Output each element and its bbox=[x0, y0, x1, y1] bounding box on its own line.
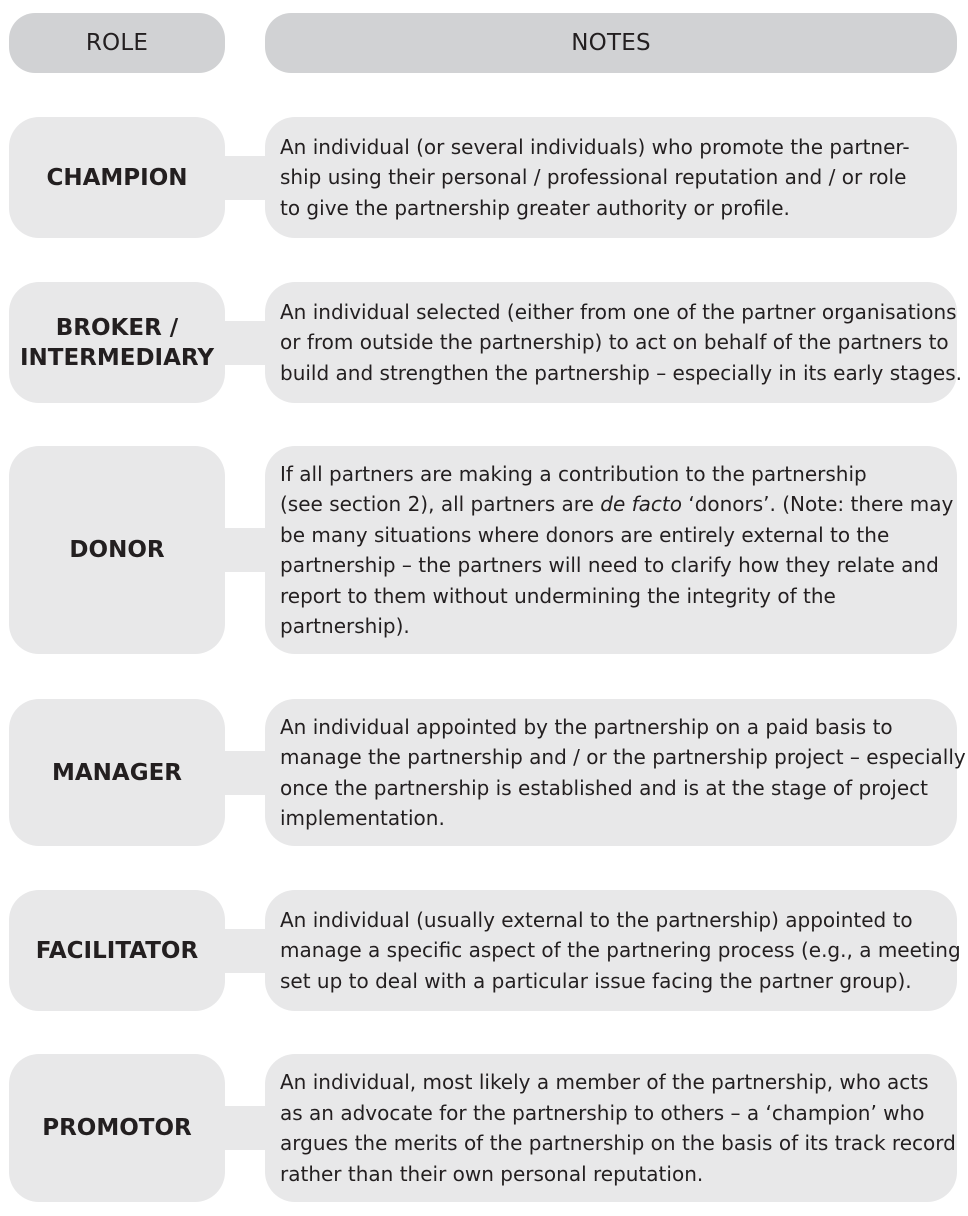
note-line: An individual appointed by the partnership on a paid basis to bbox=[280, 714, 893, 739]
notes-column-header: NOTES bbox=[265, 13, 957, 73]
note-line: set up to deal with a particular issue facing the partner group). bbox=[280, 968, 912, 993]
note-text-segment: ‘donors’. (Note: there may bbox=[681, 492, 954, 516]
note-line: An individual (or several individuals) who promote the partner- bbox=[280, 134, 910, 159]
note-line: argues the merits of the partnership on the basis of its track record bbox=[280, 1131, 956, 1155]
table-row-promotor bbox=[0, 1054, 968, 1202]
table-row-broker bbox=[0, 282, 968, 403]
note-line: An individual, most likely a member of the partnership, who acts bbox=[280, 1070, 929, 1094]
role-label: BROKER / INTERMEDIARY bbox=[9, 282, 225, 403]
role-note bbox=[265, 446, 957, 654]
role-label: MANAGER bbox=[9, 699, 225, 846]
role-note bbox=[265, 699, 966, 846]
role-label: PROMOTOR bbox=[9, 1054, 225, 1202]
note-line: report to them without undermining the integrity of the bbox=[280, 583, 836, 608]
note-text-segment: (see section 2), all partners are bbox=[280, 492, 601, 516]
note-line: An individual (usually external to the partnership) appointed to bbox=[280, 907, 913, 932]
note-line: implementation. bbox=[280, 806, 445, 830]
note-line: rather than their own personal reputation. bbox=[280, 1161, 704, 1186]
table-row-donor bbox=[0, 446, 968, 654]
row-connector bbox=[222, 528, 268, 572]
note-line: to give the partnership greater authority or profile. bbox=[280, 195, 790, 220]
note-line: build and strengthen the partnership – especially in its early stages. bbox=[280, 360, 962, 385]
note-line: ship using their personal / professional reputation and / or role bbox=[280, 165, 907, 190]
row-connector bbox=[222, 156, 268, 200]
role-label: DONOR bbox=[9, 446, 225, 654]
role-note bbox=[265, 890, 961, 1011]
note-italic-term: de facto bbox=[600, 492, 682, 516]
note-line: partnership – the partners will need to clarify how they relate and bbox=[280, 553, 939, 577]
note-line: partnership). bbox=[280, 614, 410, 638]
row-connector bbox=[222, 929, 268, 973]
row-connector bbox=[222, 321, 268, 365]
table-row-champion bbox=[0, 117, 968, 238]
note-line: or from outside the partnership) to act on behalf of the partners to bbox=[280, 330, 949, 355]
note-line: manage the partnership and / or the partnership project – especially bbox=[280, 745, 966, 769]
role-note bbox=[265, 1054, 957, 1202]
table-row-facilitator bbox=[0, 890, 968, 1011]
note-line-mixed bbox=[280, 489, 953, 520]
role-note bbox=[265, 282, 962, 403]
note-line: An individual selected (either from one of the partner organisations bbox=[280, 299, 957, 324]
role-column-header: ROLE bbox=[9, 13, 225, 73]
note-line: once the partnership is established and is at the stage of project bbox=[280, 775, 928, 800]
role-label: FACILITATOR bbox=[9, 890, 225, 1011]
row-connector bbox=[222, 1106, 268, 1150]
note-line: If all partners are making a contribution to the partnership bbox=[280, 461, 867, 486]
note-line: manage a specific aspect of the partnering process (e.g., a meeting bbox=[280, 938, 961, 963]
table-row-manager bbox=[0, 699, 968, 846]
role-label: CHAMPION bbox=[9, 117, 225, 238]
role-note bbox=[265, 117, 957, 238]
note-line: be many situations where donors are entirely external to the bbox=[280, 522, 890, 547]
note-line: as an advocate for the partnership to others – a ‘champion’ who bbox=[280, 1100, 925, 1125]
row-connector bbox=[222, 751, 268, 795]
